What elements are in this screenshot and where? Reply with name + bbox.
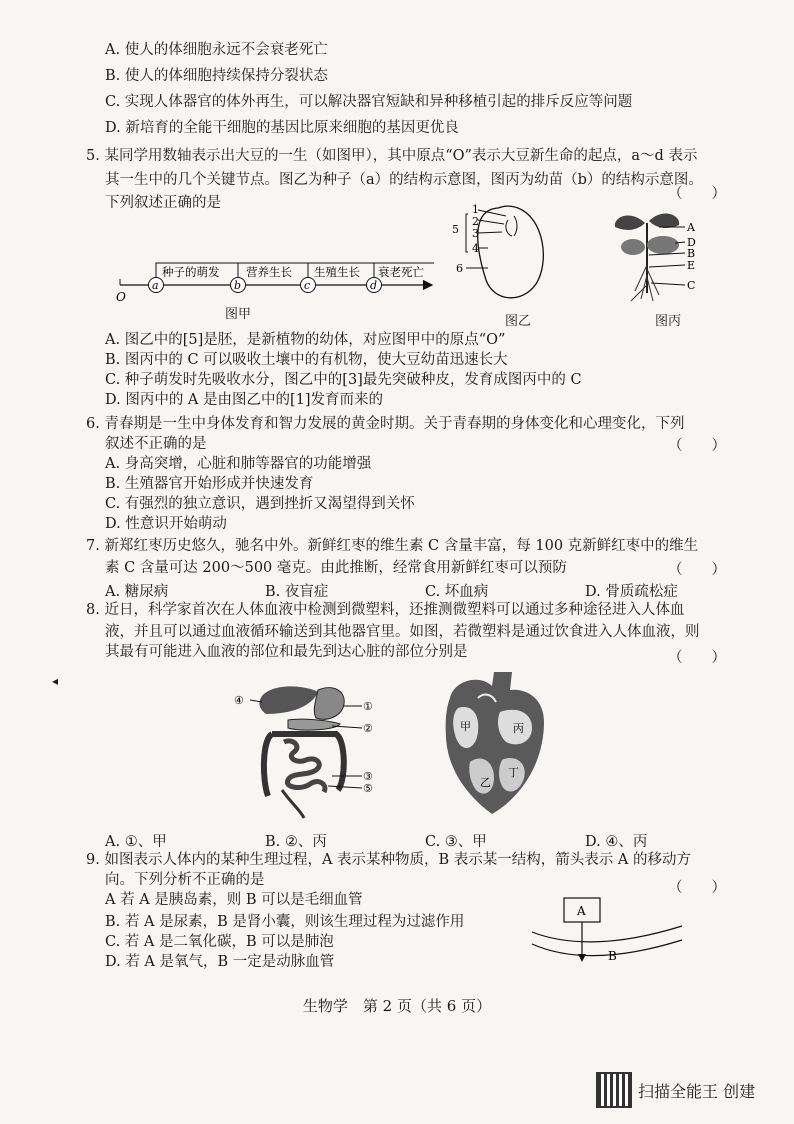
q5-option-c: C. 种子萌发时先吸收水分，图乙中的[3]最先突破种皮，发育成图丙中的 C: [105, 372, 582, 388]
digestive-label-1: ①: [363, 700, 373, 713]
heart-label-yi: 乙: [480, 776, 491, 789]
figure-bing-seedling: [605, 205, 710, 305]
q8-stem-line3: 其最有可能进入血液的部位和最先到达心脏的部位分别是: [105, 644, 468, 660]
seedling-label-b: B: [687, 247, 696, 260]
stage-germination: 种子的萌发: [162, 265, 220, 279]
qr-code-icon: [598, 1074, 630, 1106]
q5-option-a: A. 图乙中的[5]是胚，是新植物的幼体，对应图甲中的原点“O”: [105, 332, 506, 348]
q9-option-b: B. 若 A 是尿素，B 是肾小囊，则该生理过程为过滤作用: [105, 914, 465, 930]
seed-label-2: 2: [472, 215, 479, 228]
q8-option-b: B. ②、丙: [265, 834, 327, 850]
q9-option-d: D. 若 A 是氧气，B 一定是动脉血管: [105, 954, 335, 970]
q8-option-c: C. ③、甲: [425, 834, 487, 850]
seedling-label-d: D: [687, 236, 696, 249]
q8-option-a: A. ①、甲: [105, 834, 167, 850]
figure-q9-diagram: [528, 892, 688, 974]
seed-label-6: 6: [456, 262, 463, 275]
q7-option-b: B. 夜盲症: [265, 584, 329, 600]
q4-option-a: A. 使人的体细胞永远不会衰老死亡: [105, 42, 328, 58]
q7-stem-line1: 7. 新郑红枣历史悠久，驰名中外。新鲜红枣的维生素 C 含量丰富，每 100 克新鲜红枣中的维生: [86, 538, 699, 554]
q6-option-d: D. 性意识开始萌动: [105, 516, 227, 532]
q7-options: [105, 580, 745, 601]
seedling-label-a: A: [687, 221, 695, 234]
q9-answer-blank: （ ）: [668, 880, 726, 896]
q8-stem-line1: 8. 近日，科学家首次在人体血液中检测到微塑料，还推测微塑料可以通过多种途径进入人体血: [86, 602, 685, 618]
seedling-label-e: E: [687, 259, 696, 272]
q5-answer-blank: （ ）: [668, 186, 726, 202]
digestive-label-3: ③: [363, 770, 373, 783]
margin-mark: ◂: [52, 674, 59, 688]
digestive-label-2: ②: [363, 722, 373, 735]
q5-stem-line2: 其一生中的几个关键节点。图乙为种子（a）的结构示意图，图丙为幼苗（b）的结构示意图。: [105, 172, 703, 188]
q9-stem-line2: 向。下列分析不正确的是: [105, 872, 265, 888]
page-footer: 生物学 第 2 页（共 6 页）: [302, 997, 492, 1015]
q6-option-a: A. 身高突增，心脏和肺等器官的功能增强: [105, 456, 372, 472]
figure-jia-number-line: [110, 255, 440, 327]
q7-option-d: D. 骨质疏松症: [585, 584, 678, 600]
digestive-label-5: ⑤: [363, 782, 373, 795]
q4-option-c: C. 实现人体器官的体外再生，可以解决器官短缺和异种移植引起的排斥反应等问题: [105, 94, 633, 110]
q8-option-d: D. ④、丙: [585, 834, 648, 850]
stage-vegetative: 营养生长: [246, 265, 292, 279]
q9-stem-line1: 9. 如图表示人体内的某种生理过程，A 表示某种物质，B 表示某一结构，箭头表示 A 的移动方: [86, 852, 691, 868]
figure-yi-seed: [448, 200, 558, 308]
digestive-label-4: ④: [234, 694, 244, 707]
q7-stem-line2: 素 C 含量可达 200～500 毫克。由此推断，经常食用新鲜红枣可以预防: [105, 560, 567, 576]
q5-stem-line3: 下列叙述正确的是: [105, 195, 221, 211]
seed-label-1: 1: [472, 203, 479, 216]
q7-option-c: C. 坏血病: [425, 584, 489, 600]
stage-senescence: 衰老死亡: [378, 265, 424, 279]
q9-box-a-label: A: [577, 904, 586, 918]
q8-answer-blank: （ ）: [668, 650, 726, 666]
q6-stem-line1: 6. 青春期是一生中身体发育和智力发展的黄金时期。关于青春期的身体变化和心理变化，下列: [86, 416, 685, 432]
q8-options: [105, 830, 745, 851]
heart-label-jia: 甲: [460, 720, 471, 733]
q6-option-c: C. 有强烈的独立意识，遇到挫折又渴望得到关怀: [105, 496, 415, 512]
seedling-label-c: C: [687, 279, 696, 292]
figure-bing-caption: 图丙: [655, 314, 682, 329]
q4-option-d: D. 新培育的全能干细胞的基因比原来细胞的基因更优良: [105, 120, 459, 136]
axis-node-b-label: b: [234, 279, 242, 292]
q9-structure-b-label: B: [608, 949, 617, 963]
watermark-text: 扫描全能王 创建: [638, 1081, 756, 1101]
q8-stem-line2: 液，并且可以通过血液循环输送到其他器官里。如图，若微塑料是通过饮食进入人体血液，则: [105, 624, 700, 640]
figure-digestive-system: [232, 680, 382, 820]
seed-label-3: 3: [472, 227, 479, 240]
q6-stem-line2: 叙述不正确的是: [105, 436, 207, 452]
q5-option-b: B. 图丙中的 C 可以吸收土壤中的有机物，使大豆幼苗迅速长大: [105, 352, 508, 368]
q7-answer-blank: （ ）: [668, 562, 726, 578]
axis-origin-label: O: [116, 290, 126, 304]
scanner-watermark: [598, 1074, 755, 1106]
seed-label-4: 4: [472, 242, 479, 255]
q5-option-d: D. 图丙中的 A 是由图乙中的[1]发育而来的: [105, 392, 384, 408]
q5-stem-line1: 5. 某同学用数轴表示出大豆的一生（如图甲），其中原点“O”表示大豆新生命的起点，a～d 表示: [86, 148, 698, 164]
axis-node-c-label: c: [304, 279, 311, 292]
q9-option-c: C. 若 A 是二氧化碳，B 可以是肺泡: [105, 934, 334, 950]
axis-node-d-label: d: [370, 279, 378, 292]
heart-label-ding: 丁: [508, 766, 519, 779]
axis-node-a-label: a: [152, 279, 159, 292]
q7-option-a: A. 糖尿病: [105, 584, 169, 600]
seed-label-5: 5: [452, 223, 459, 236]
figure-jia-caption: 图甲: [225, 307, 252, 322]
heart-label-bing: 丙: [513, 722, 524, 735]
q9-option-a: A 若 A 是胰岛素，则 B 可以是毛细血管: [105, 892, 363, 908]
figure-yi-caption: 图乙: [505, 314, 532, 329]
stage-reproductive: 生殖生长: [314, 265, 360, 279]
q4-option-b: B. 使人的体细胞持续保持分裂状态: [105, 68, 328, 84]
q6-answer-blank: （ ）: [668, 438, 726, 454]
figure-heart: [440, 668, 550, 818]
q6-option-b: B. 生殖器官开始形成并快速发育: [105, 476, 314, 492]
